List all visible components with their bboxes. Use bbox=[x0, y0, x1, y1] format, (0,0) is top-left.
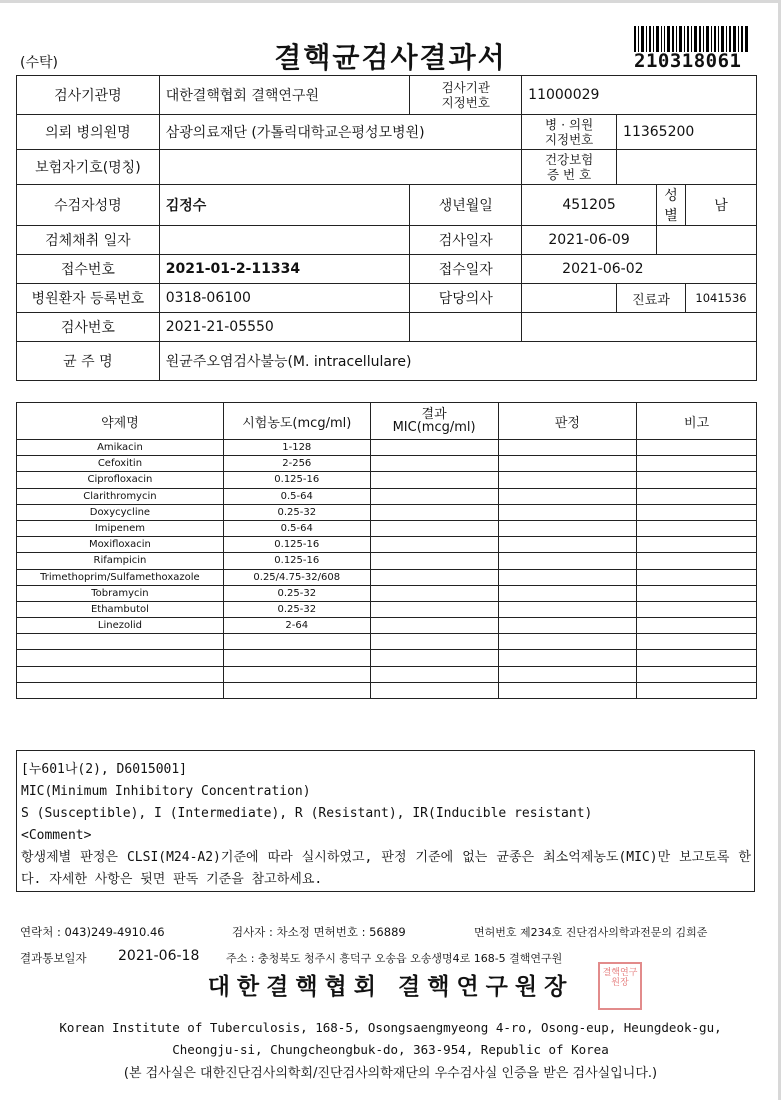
interpretation bbox=[498, 456, 637, 472]
empty-cell bbox=[498, 634, 637, 650]
comment-text: 항생제별 판정은 CLSI(M24-A2)기준에 따라 실시하였고, 판정 기준에 없는 균종은 최소억제농도(MIC)만 보고토록 한다. 자세한 사항은 뒷면 판독 기준을 참고하세요. bbox=[21, 850, 751, 887]
interpretation-column-header: 판정 bbox=[498, 403, 637, 440]
mic-result bbox=[370, 504, 498, 520]
empty-cell bbox=[223, 634, 370, 650]
reg-no-label: 병원환자 등록번호 bbox=[17, 284, 160, 313]
drug-name: Amikacin bbox=[17, 440, 224, 456]
certification-note: (본 검사실은 대한진단검사의학회/진단검사의학재단의 우수검사실 인증을 받은 검사실입니다.) bbox=[123, 1066, 658, 1081]
examiner-info: 검사자 : 차소정 면허번호 : 56889 bbox=[232, 925, 406, 939]
mic-result bbox=[370, 488, 498, 504]
lab-name-value: 대한결핵협회 결핵연구원 bbox=[159, 76, 410, 115]
address: 주소 : 충청북도 청주시 흥덕구 오송읍 오송생명4로 168-5 결핵연구원 bbox=[226, 952, 563, 965]
test-range: 0.5-64 bbox=[223, 520, 370, 536]
remarks bbox=[637, 504, 757, 520]
insurance-no-label bbox=[522, 150, 617, 185]
table-row bbox=[17, 440, 757, 456]
remarks bbox=[637, 601, 757, 617]
receipt-date-label: 접수일자 bbox=[410, 255, 522, 284]
organism-label: 균 주 명 bbox=[17, 342, 160, 381]
dept-label: 진료과 bbox=[617, 284, 686, 313]
table-row bbox=[17, 569, 757, 585]
empty-cell bbox=[370, 634, 498, 650]
sex-label: 성별 bbox=[656, 185, 685, 226]
page-edge-top bbox=[0, 0, 781, 3]
insurance-no-value bbox=[617, 150, 757, 185]
table-row bbox=[17, 618, 757, 634]
interpretation bbox=[498, 569, 637, 585]
empty-cell bbox=[17, 650, 224, 666]
empty-cell bbox=[637, 650, 757, 666]
test-range: 0.25-32 bbox=[223, 585, 370, 601]
organism-value: 원균주오염검사불능(M. intracellulare) bbox=[159, 342, 756, 381]
lab-name-label: 검사기관명 bbox=[17, 76, 160, 115]
empty-cell bbox=[223, 666, 370, 682]
remarks bbox=[637, 472, 757, 488]
interpretation bbox=[498, 440, 637, 456]
table-row-empty bbox=[17, 682, 757, 698]
table-row-empty bbox=[17, 634, 757, 650]
remarks-column-header: 비고 bbox=[637, 403, 757, 440]
reg-no-value: 0318-06100 bbox=[159, 284, 410, 313]
mic-result bbox=[370, 456, 498, 472]
insured-value bbox=[159, 150, 521, 185]
table-row bbox=[17, 537, 757, 553]
table-row bbox=[17, 553, 757, 569]
mic-result bbox=[370, 553, 498, 569]
test-range: 0.25/4.75-32/608 bbox=[223, 569, 370, 585]
result-column-header bbox=[370, 403, 498, 440]
interpretation bbox=[498, 537, 637, 553]
table-row-empty bbox=[17, 666, 757, 682]
mic-definition: MIC(Minimum Inhibitory Concentration) bbox=[21, 784, 311, 799]
test-range: 0.25-32 bbox=[223, 601, 370, 617]
english-address-line1: Korean Institute of Tuberculosis, 168-5, Osongsaengmyeong 4-ro, Osong-eup, Heungdeok-gu, bbox=[59, 1020, 722, 1035]
table-row bbox=[17, 601, 757, 617]
table-row bbox=[17, 456, 757, 472]
drug-name: Trimethoprim/Sulfamethoxazole bbox=[17, 569, 224, 585]
mic-result bbox=[370, 472, 498, 488]
test-no-label: 검사번호 bbox=[17, 313, 160, 342]
patient-info-table bbox=[16, 75, 757, 381]
drug-name: Ethambutol bbox=[17, 601, 224, 617]
interpretation bbox=[498, 504, 637, 520]
test-date-label: 검사일자 bbox=[410, 226, 522, 255]
remarks bbox=[637, 585, 757, 601]
page-title: 결핵균검사결과서 bbox=[274, 41, 507, 74]
result-header-line1: 결과 bbox=[421, 407, 447, 422]
test-date-value: 2021-06-09 bbox=[522, 226, 657, 255]
interpretation bbox=[498, 488, 637, 504]
empty-cell bbox=[656, 226, 756, 255]
remarks bbox=[637, 553, 757, 569]
remarks bbox=[637, 488, 757, 504]
test-range: 0.25-32 bbox=[223, 504, 370, 520]
table-row-empty bbox=[17, 650, 757, 666]
receipt-date-value: 2021-06-02 bbox=[522, 255, 757, 284]
test-range: 0.125-16 bbox=[223, 472, 370, 488]
interpretation bbox=[498, 601, 637, 617]
patient-name-label: 수검자성명 bbox=[17, 185, 160, 226]
remarks bbox=[637, 618, 757, 634]
lab-id-label bbox=[410, 76, 522, 115]
empty-cell bbox=[498, 682, 637, 698]
drug-name: Imipenem bbox=[17, 520, 224, 536]
test-range: 0.125-16 bbox=[223, 553, 370, 569]
report-date-value: 2021-06-18 bbox=[118, 948, 200, 964]
range-column-header: 시험농도(mcg/ml) bbox=[223, 403, 370, 440]
doctor-label: 담당의사 bbox=[410, 284, 522, 313]
lab-id-label-line2: 지정번호 bbox=[441, 95, 490, 110]
mic-result bbox=[370, 601, 498, 617]
entrust-label: (수탁) bbox=[20, 55, 58, 71]
interpretation bbox=[498, 472, 637, 488]
test-code: [누601나(2), D6015001] bbox=[21, 762, 187, 777]
receipt-no-label: 접수번호 bbox=[17, 255, 160, 284]
institute-director: 대한결핵협회 결핵연구원장 bbox=[207, 973, 574, 1000]
mic-result bbox=[370, 569, 498, 585]
drug-name: Linezolid bbox=[17, 618, 224, 634]
patient-name-value: 김정수 bbox=[159, 185, 410, 226]
empty-cell bbox=[223, 650, 370, 666]
interpretation bbox=[498, 553, 637, 569]
remarks bbox=[637, 456, 757, 472]
insurance-no-label-line2: 증 번 호 bbox=[547, 167, 592, 182]
hospital-id-label bbox=[522, 115, 617, 150]
birth-date-value: 451205 bbox=[522, 185, 657, 226]
empty-cell bbox=[522, 313, 757, 342]
mic-result bbox=[370, 520, 498, 536]
remarks bbox=[637, 440, 757, 456]
hospital-id-label-line2: 지정번호 bbox=[544, 132, 594, 147]
official-seal: 결핵연구원장 bbox=[598, 962, 642, 1010]
drug-name: Ciprofloxacin bbox=[17, 472, 224, 488]
table-row bbox=[17, 520, 757, 536]
table-row bbox=[17, 472, 757, 488]
comment-box bbox=[16, 750, 755, 892]
test-range: 0.5-64 bbox=[223, 488, 370, 504]
empty-cell bbox=[498, 650, 637, 666]
empty-cell bbox=[17, 682, 224, 698]
doctor-value bbox=[522, 284, 617, 313]
result-header-line2: MIC(mcg/ml) bbox=[392, 420, 476, 435]
collect-date-label: 검체채취 일자 bbox=[17, 226, 160, 255]
lab-id-label-line1: 검사기관 bbox=[441, 80, 490, 95]
drug-name: Tobramycin bbox=[17, 585, 224, 601]
test-range: 2-256 bbox=[223, 456, 370, 472]
interpretation bbox=[498, 618, 637, 634]
test-range: 2-64 bbox=[223, 618, 370, 634]
table-row bbox=[17, 585, 757, 601]
mic-result bbox=[370, 537, 498, 553]
drug-name: Doxycycline bbox=[17, 504, 224, 520]
mic-result bbox=[370, 585, 498, 601]
hospital-label: 의뢰 병의원명 bbox=[17, 115, 160, 150]
drug-name: Clarithromycin bbox=[17, 488, 224, 504]
empty-cell bbox=[370, 650, 498, 666]
mic-result-table bbox=[16, 402, 757, 699]
test-range: 0.125-16 bbox=[223, 537, 370, 553]
barcode-icon bbox=[634, 26, 748, 52]
hospital-id-label-line1: 병 · 의원 bbox=[545, 117, 594, 132]
remarks bbox=[637, 520, 757, 536]
empty-cell bbox=[223, 682, 370, 698]
birth-date-label: 생년월일 bbox=[410, 185, 522, 226]
report-date-label: 결과통보일자 bbox=[20, 951, 87, 965]
empty-cell bbox=[637, 682, 757, 698]
drug-column-header: 약제명 bbox=[17, 403, 224, 440]
empty-cell bbox=[17, 634, 224, 650]
insurance-no-label-line1: 건강보험 bbox=[544, 152, 594, 167]
drug-name: Rifampicin bbox=[17, 553, 224, 569]
hospital-id-value: 11365200 bbox=[617, 115, 757, 150]
contact-info: 연락처 : 043)249-4910.46 bbox=[20, 925, 165, 939]
table-row bbox=[17, 488, 757, 504]
collect-date-value bbox=[159, 226, 410, 255]
interpretation-legend: S (Susceptible), I (Intermediate), R (Resistant), IR(Inducible resistant) bbox=[21, 806, 593, 821]
physician-license: 면허번호 제234호 진단검사의학과전문의 김희준 bbox=[474, 926, 708, 939]
english-address-line2: Cheongju-si, Chungcheongbuk-do, 363-954, Republic of Korea bbox=[172, 1042, 609, 1057]
barcode-number: 210318061 bbox=[634, 50, 742, 72]
interpretation bbox=[498, 585, 637, 601]
empty-cell bbox=[498, 666, 637, 682]
test-range: 1-128 bbox=[223, 440, 370, 456]
drug-name: Cefoxitin bbox=[17, 456, 224, 472]
test-no-value: 2021-21-05550 bbox=[159, 313, 410, 342]
empty-cell bbox=[370, 682, 498, 698]
mic-result bbox=[370, 440, 498, 456]
empty-cell bbox=[637, 666, 757, 682]
lab-id-value: 11000029 bbox=[522, 76, 757, 115]
table-row bbox=[17, 504, 757, 520]
dept-value: 1041536 bbox=[685, 284, 756, 313]
empty-cell bbox=[17, 666, 224, 682]
receipt-no-value: 2021-01-2-11334 bbox=[159, 255, 410, 284]
sex-value: 남 bbox=[685, 185, 756, 226]
mic-result bbox=[370, 618, 498, 634]
empty-cell bbox=[637, 634, 757, 650]
drug-name: Moxifloxacin bbox=[17, 537, 224, 553]
comment-heading: <Comment> bbox=[21, 828, 92, 843]
empty-cell bbox=[370, 666, 498, 682]
interpretation bbox=[498, 520, 637, 536]
empty-cell bbox=[410, 313, 522, 342]
remarks bbox=[637, 569, 757, 585]
remarks bbox=[637, 537, 757, 553]
insured-label: 보험자기호(명칭) bbox=[17, 150, 160, 185]
hospital-value: 삼광의료재단 (가톨릭대학교은평성모병원) bbox=[159, 115, 521, 150]
